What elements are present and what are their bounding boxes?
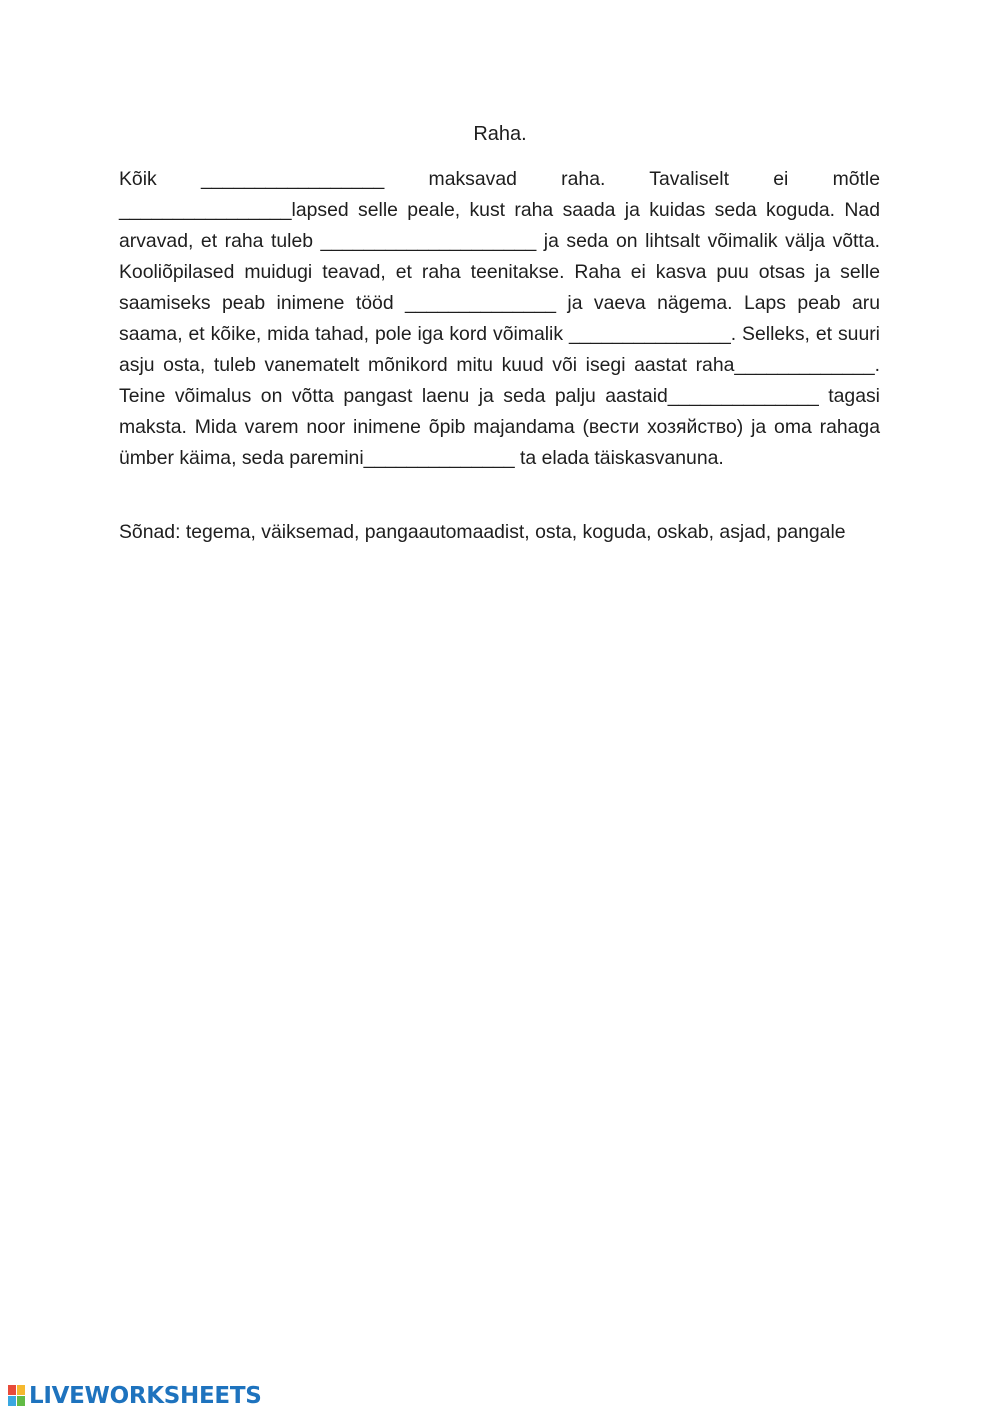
answer-blank-5[interactable]: _______________ xyxy=(568,323,731,345)
paragraph-text: ja seda on lihtsalt võimalik välja võtta. Kooliõpilased muidugi teavad, et raha teenitakse. Raha ei kasva puu otsas ja selle saamiseks peab inimene tööd xyxy=(119,230,880,314)
paragraph-text: . Teine võimalus on võtta pangast laenu ja seda palju aastaid xyxy=(119,354,880,407)
answer-blank-4[interactable]: ______________ xyxy=(405,292,557,314)
answer-blank-8[interactable]: ______________ xyxy=(363,447,515,469)
liveworksheets-logo[interactable] xyxy=(8,1380,261,1412)
paragraph-text: . Selleks, et suuri asju osta, tuleb vanematelt mõnikord mitu kuud või isegi aastat raha xyxy=(119,323,880,376)
word-bank: Sõnad: tegema, väiksemad, pangaautomaadist, osta, koguda, oskab, asjad, pangale xyxy=(119,521,846,543)
answer-blank-3[interactable]: ____________________ xyxy=(320,230,537,252)
paragraph-text: ta elada täiskasvanuna. xyxy=(514,447,724,469)
answer-blank-6[interactable]: _____________ xyxy=(734,354,875,376)
paragraph-text: ja vaeva nägema. Laps peab aru saama, et kõike, mida tahad, pole iga kord võimalik xyxy=(119,292,880,345)
answer-blank-2[interactable]: ________________ xyxy=(119,199,292,221)
logo-text: LIVEWORKSHEETS xyxy=(29,1383,262,1409)
answer-blank-1[interactable]: _________________ xyxy=(200,168,385,190)
answer-blank-7[interactable]: ______________ xyxy=(667,385,819,407)
fill-in-paragraph xyxy=(119,164,880,474)
logo-icon xyxy=(8,1385,26,1407)
paragraph-text: lapsed selle peale, kust raha saada ja kuidas seda koguda. Nad arvavad, et raha tuleb xyxy=(119,199,880,252)
paragraph-text: maksavad raha. Tavaliselt ei mõtle xyxy=(384,168,880,190)
paragraph-text: tagasi maksta. Mida varem noor inimene õpib majandama (вести хозяйство) ja oma rahaga ümber käima, seda paremini xyxy=(119,385,880,469)
page-title: Raha. xyxy=(473,123,527,145)
paragraph-text: Kõik xyxy=(119,168,201,190)
